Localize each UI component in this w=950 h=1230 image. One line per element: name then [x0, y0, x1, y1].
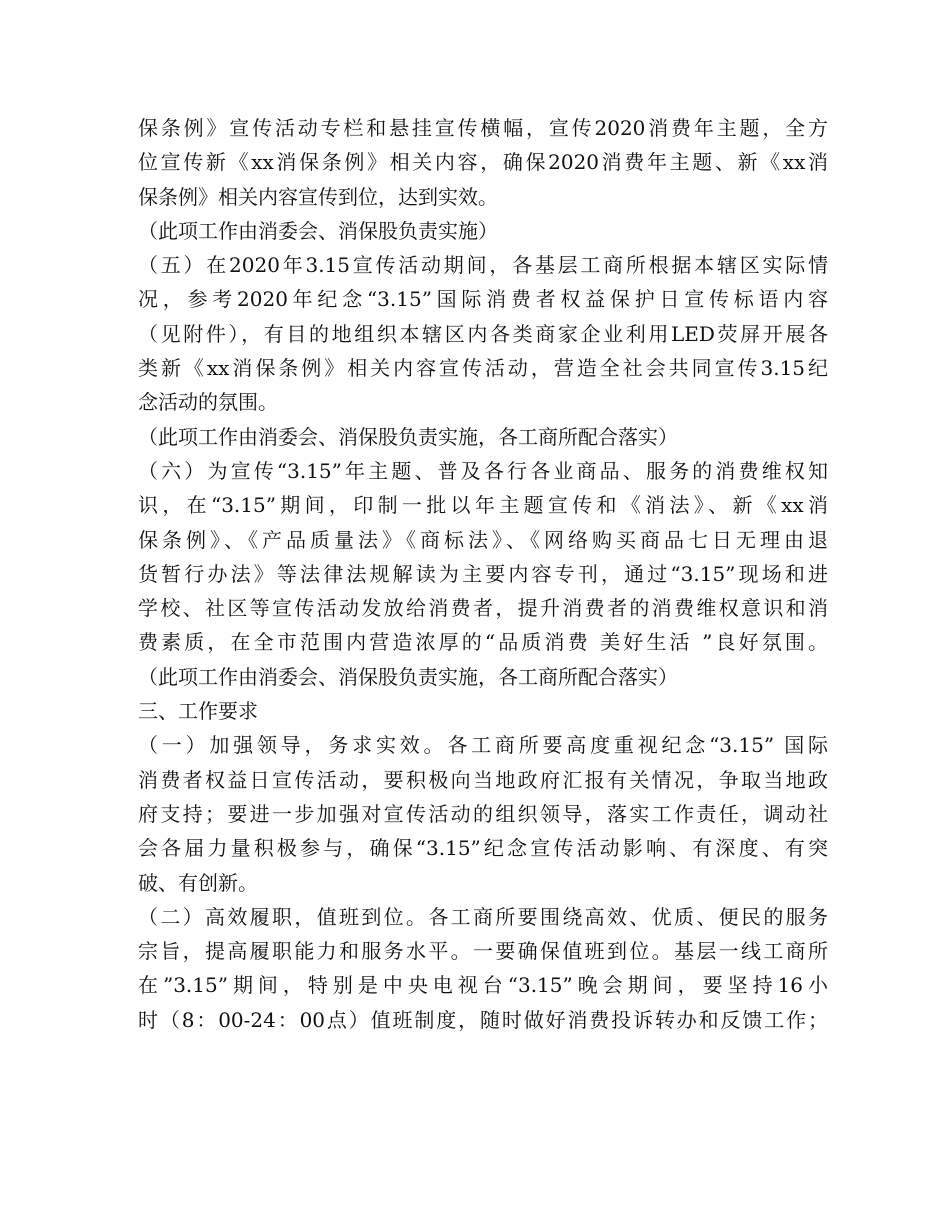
text-line: 类新《xx消保条例》相关内容宣传活动，营造全社会共同宣传3.15纪 — [138, 356, 828, 381]
text-line: （此项工作由消委会、消保股负责实施） — [138, 218, 498, 243]
text-line: 府支持；要进一步加强对宣传活动的组织领导，落实工作责任，调动社 — [138, 801, 828, 826]
text-line: （此项工作由消委会、消保股负责实施，各工商所配合落实） — [138, 664, 678, 689]
text-line: 货暂行办法》等法律法规解读为主要内容专刊，通过“3.15”现场和进 — [138, 561, 828, 586]
text-line: 保条例》相关内容宣传到位，达到实效。 — [138, 184, 498, 209]
text-line: 费素质，在全市范围内营造浓厚的“品质消费 美好生活 ”良好氛围。 — [138, 630, 828, 655]
text-line: 保条例》、《产品质量法》《商标法》、《网络购买商品七日无理由退 — [138, 527, 828, 552]
text-line: 学校、社区等宣传活动发放给消费者，提升消费者的消费维权意识和消 — [138, 596, 828, 621]
text-line: 消费者权益日宣传活动，要积极向当地政府汇报有关情况，争取当地政 — [138, 767, 828, 792]
document-body — [138, 111, 828, 1037]
text-line: （六）为宣传“3.15”年主题、普及各行各业商品、服务的消费维权知 — [138, 458, 828, 483]
text-line: （二）高效履职，值班到位。各工商所要围绕高效、优质、便民的服务 — [138, 904, 828, 929]
text-line: 宗旨，提高履职能力和服务水平。一要确保值班到位。基层一线工商所 — [138, 939, 828, 964]
section-heading: 三、工作要求 — [138, 699, 258, 724]
text-line: 会各届力量积极参与，确保“3.15”纪念宣传活动影响、有深度、有突 — [138, 836, 828, 861]
text-line: 识，在“3.15”期间，印制一批以年主题宣传和《消法》、新《xx消 — [138, 493, 828, 518]
text-line: 破、有创新。 — [138, 870, 258, 895]
text-line: （五）在2020年3.15宣传活动期间，各基层工商所根据本辖区实际情 — [138, 253, 828, 278]
text-line: 保条例》宣传活动专栏和悬挂宣传横幅，宣传2020消费年主题，全方 — [138, 116, 828, 140]
text-line: （此项工作由消委会、消保股负责实施，各工商所配合落实） — [138, 424, 678, 449]
text-line: （一）加强领导，务求实效。各工商所要高度重视纪念“3.15” 国际 — [138, 733, 828, 758]
text-line: 在”3.15”期间，特别是中央电视台“3.15”晚会期间，要坚持16小 — [138, 973, 828, 998]
text-line: 况，参考2020年纪念“3.15”国际消费者权益保护日宣传标语内容 — [138, 287, 828, 312]
text-line: 时（8：00-24：00点）值班制度，随时做好消费投诉转办和反馈工作； — [138, 1007, 828, 1032]
text-line: 位宣传新《xx消保条例》相关内容，确保2020消费年主题、新《xx消 — [138, 150, 828, 175]
text-line: 念活动的氛围。 — [138, 390, 278, 415]
text-line: （见附件），有目的地组织本辖区内各类商家企业利用LED荧屏开展各 — [138, 321, 828, 346]
